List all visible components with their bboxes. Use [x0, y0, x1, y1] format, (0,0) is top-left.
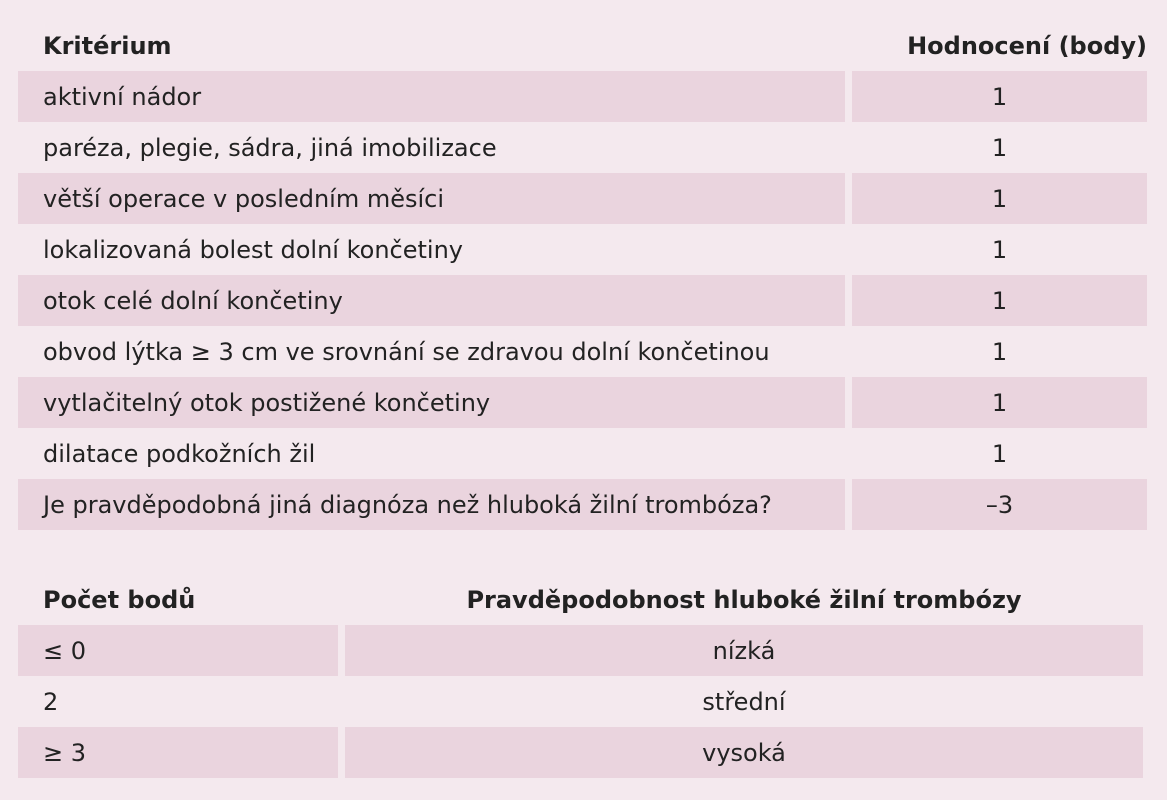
points-cell: ≥ 3 — [18, 727, 338, 778]
table-row — [18, 727, 1143, 778]
criteria-table — [18, 20, 1147, 530]
table-row — [18, 122, 1147, 173]
header-probability: Pravděpodobnost hluboké žilní trombózy — [466, 585, 1022, 614]
criterion-cell: aktivní nádor — [18, 71, 845, 122]
score-cell: 1 — [852, 173, 1147, 224]
score-table — [18, 574, 1143, 778]
header-criterion: Kritérium — [43, 31, 172, 60]
score-cell: –3 — [852, 479, 1147, 530]
criteria-table-header — [18, 20, 1147, 71]
table-row — [18, 224, 1147, 275]
score-cell: 1 — [852, 377, 1147, 428]
points-cell: 2 — [43, 687, 59, 716]
score-cell: 1 — [991, 439, 1008, 468]
criterion-cell: otok celé dolní končetiny — [18, 275, 845, 326]
table-row — [18, 625, 1143, 676]
criterion-cell: větší operace v posledním měsíci — [18, 173, 845, 224]
points-cell: ≤ 0 — [18, 625, 338, 676]
criterion-cell: paréza, plegie, sádra, jiná imobilizace — [43, 133, 497, 162]
criterion-cell: obvod lýtka ≥ 3 cm ve srovnání se zdravou dolní končetinou — [43, 337, 770, 366]
header-points: Počet bodů — [43, 585, 196, 614]
score-table-header — [18, 574, 1143, 625]
table-row — [18, 428, 1147, 479]
table-row — [18, 326, 1147, 377]
table-row — [18, 275, 1147, 326]
probability-cell: střední — [702, 687, 786, 716]
score-cell: 1 — [991, 235, 1008, 264]
criterion-cell: vytlačitelný otok postižené končetiny — [18, 377, 845, 428]
score-cell: 1 — [991, 337, 1008, 366]
criterion-cell: Je pravděpodobná jiná diagnóza než hluboká žilní trombóza? — [18, 479, 845, 530]
criterion-cell: dilatace podkožních žil — [43, 439, 316, 468]
probability-cell: nízká — [345, 625, 1143, 676]
table-row — [18, 676, 1143, 727]
probability-cell: vysoká — [345, 727, 1143, 778]
table-row — [18, 173, 1147, 224]
table-row — [18, 479, 1147, 530]
table-row — [18, 377, 1147, 428]
table-row — [18, 71, 1147, 122]
header-score: Hodnocení (body) — [907, 31, 1147, 60]
score-cell: 1 — [991, 133, 1008, 162]
score-cell: 1 — [852, 71, 1147, 122]
score-cell: 1 — [852, 275, 1147, 326]
criterion-cell: lokalizovaná bolest dolní končetiny — [43, 235, 463, 264]
